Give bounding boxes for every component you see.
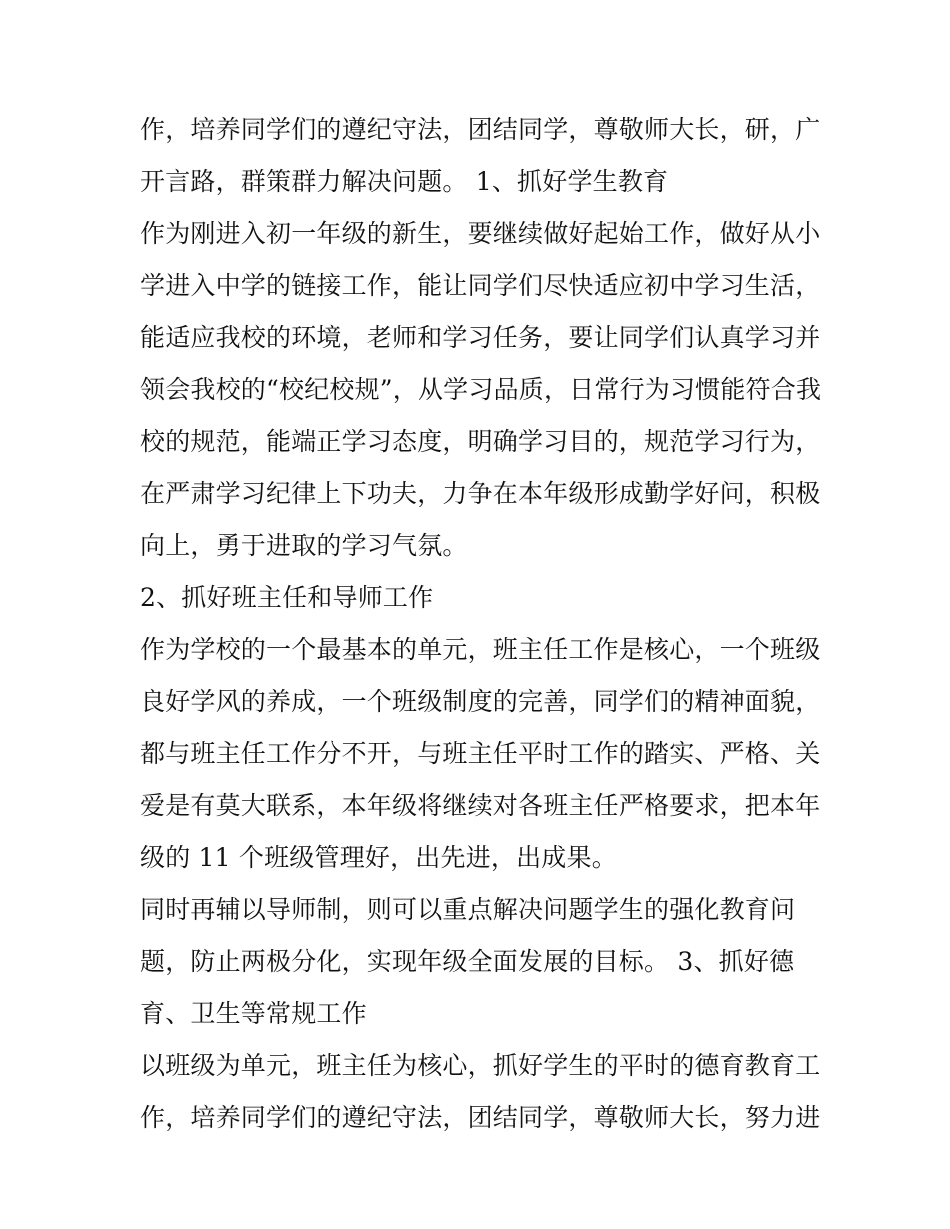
text-line: 作，培养同学们的遵纪守法，团结同学，尊敬师大长，研，广 (140, 115, 821, 144)
text-line: 都与班主任工作分不开，与班主任平时工作的踏实、严格、关 (140, 739, 821, 768)
text-line: 能适应我校的环境，老师和学习任务，要让同学们认真学习并 (140, 323, 821, 352)
text-line: 育、卫生等常规工作 (140, 999, 367, 1028)
text-line: 以班级为单元，班主任为核心，抓好学生的平时的德育教育工 (140, 1051, 821, 1080)
text-line: 爱是有莫大联系，本年级将继续对各班主任严格要求，把本年 (140, 791, 821, 820)
text-line: 向上，勇于进取的学习气氛。 (140, 531, 468, 560)
text-line: 学进入中学的链接工作，能让同学们尽快适应初中学习生活， (140, 271, 821, 300)
text-line: 良好学风的养成，一个班级制度的完善，同学们的精神面貌， (140, 687, 821, 716)
text-line: 校的规范，能端正学习态度，明确学习目的，规范学习行为， (140, 427, 821, 456)
text-line: 题，防止两极分化，实现年级全面发展的目标。 3、抓好德 (140, 947, 795, 976)
text-line: 作为学校的一个最基本的单元，班主任工作是核心，一个班级 (140, 635, 821, 664)
text-line: 同时再辅以导师制，则可以重点解决问题学生的强化教育问 (140, 895, 796, 924)
text-line: 在严肃学习纪律上下功夫，力争在本年级形成勤学好问，积极 (140, 479, 821, 508)
text-line: 开言路，群策群力解决问题。 1、抓好学生教育 (140, 167, 669, 196)
text-line: 领会我校的“校纪校规”，从学习品质，日常行为习惯能符合我 (140, 375, 822, 404)
text-line: 级的 11 个班级管理好，出先进，出成果。 (140, 843, 617, 872)
text-line: 作，培养同学们的遵纪守法，团结同学，尊敬师大长，努力进 (140, 1103, 821, 1132)
section-heading-2: 2、抓好班主任和导师工作 (140, 583, 434, 612)
document-body (140, 104, 820, 1144)
text-line: 作为刚进入初一年级的新生，要继续做好起始工作，做好从小 (140, 219, 821, 248)
